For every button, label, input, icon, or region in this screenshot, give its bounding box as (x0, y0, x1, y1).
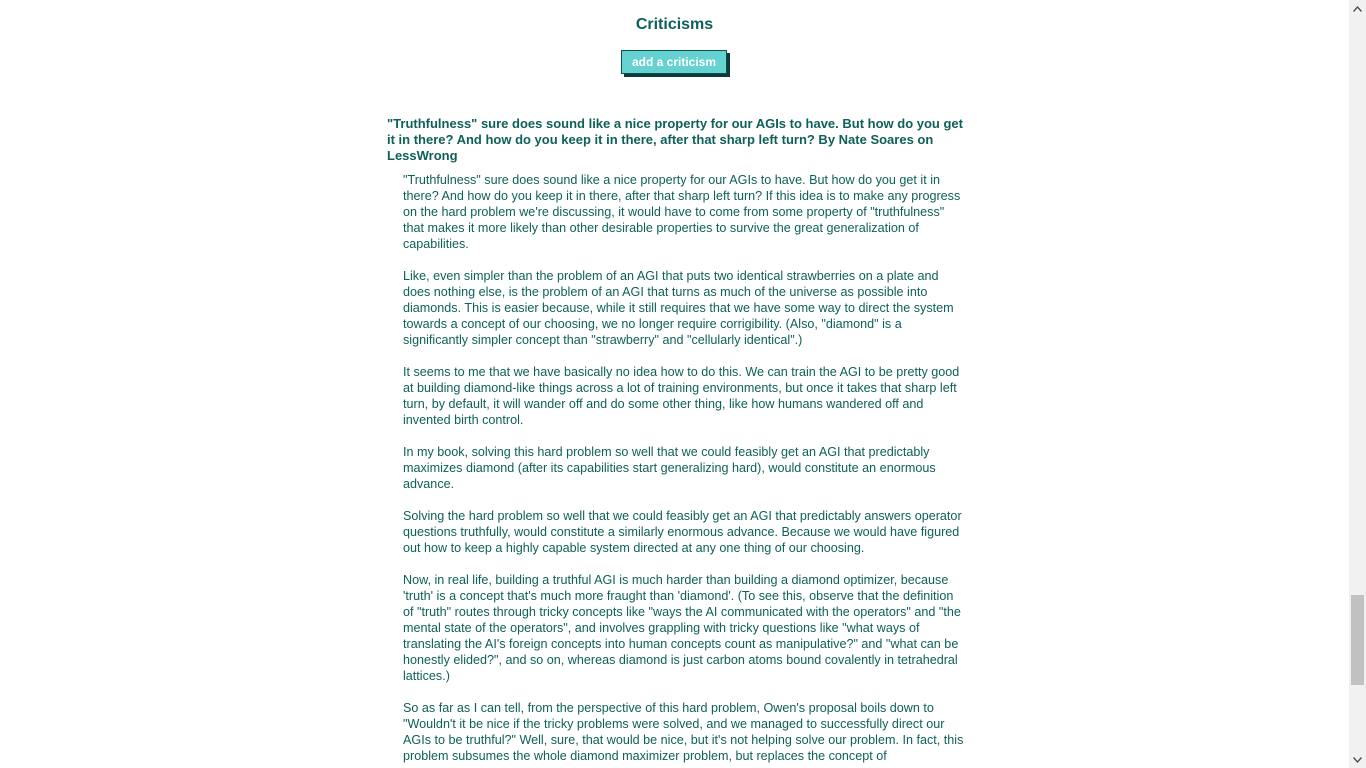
criticism-paragraph: So as far as I can tell, from the perspective of this hard problem, Owen's proposal boils down to "Wouldn't it be nice if the tricky problems were solved, and we managed to successfully direct our AGIs to be truthful?" Well, sure, that would be nice, but it's not helping solve our problem. In fact, this problem subsumes the whole diamond maximizer problem, but replaces the concept of (403, 701, 964, 763)
criticism-heading: "Truthfulness" sure does sound like a nice property for our AGIs to have. But how do you get it in there? And how do you keep it in there, after that sharp left turn? By Nate Soares on LessWrong (387, 116, 963, 163)
scroll-thumb[interactable] (1351, 595, 1364, 685)
vertical-scrollbar[interactable] (1349, 0, 1366, 768)
criticism-item (387, 116, 965, 768)
criticism-paragraph: "Truthfulness" sure does sound like a nice property for our AGIs to have. But how do you get it in there? And how do you keep it in there, after that sharp left turn? If this idea is to make any progress on the hard problem we're discussing, it would have to come from some property of "truthfulness" that makes it more likely than other desirable properties to survive the great generalization of capabilities. (403, 173, 961, 251)
criticism-paragraph: Like, even simpler than the problem of an AGI that puts two identical strawberries on a plate and does nothing else, is the problem of an AGI that turns as much of the universe as possible into diamonds. This is easier because, while it still requires that we have some way to direct the system towards a concept of our choosing, we no longer require corrigibility. (Also, "diamond" is a significantly simpler concept than "strawberry" and "cellularly identical".) (403, 269, 954, 347)
section-title: Criticisms (635, 16, 714, 33)
criticism-paragraph: Now, in real life, building a truthful AGI is much harder than building a diamond optimizer, because 'truth' is a concept that's much more fraught than 'diamond'. (To see this, observe that the definition of "truth" routes through tricky concepts like "ways the AI communicated with the operators" and "the mental state of the operators", and involves grappling with tricky questions like "what ways of translating the AI's foreign concepts into human concepts count as manipulative?" and "what can be honestly elided?", and so on, whereas diamond is just carbon atoms bound covalently in tetrahedral lattices.) (403, 573, 961, 683)
add-criticism-button[interactable]: add a criticism (621, 50, 727, 74)
chevron-up-icon[interactable] (1349, 0, 1366, 17)
chevron-down-icon[interactable] (1349, 751, 1366, 768)
criticism-paragraph: In my book, solving this hard problem so well that we could feasibly get an AGI that predictably maximizes diamond (after its capabilities start generalizing hard), would constitute an enormous advance. (403, 445, 936, 491)
criticism-paragraph: It seems to me that we have basically no idea how to do this. We can train the AGI to be pretty good at building diamond-like things across a lot of training environments, but once it takes that sharp left turn, by default, it will wander off and do some other thing, like how humans wandered off and invented birth control. (403, 365, 960, 427)
criticism-body (387, 172, 965, 764)
criticism-paragraph: Solving the hard problem so well that we could feasibly get an AGI that predictably answers operator questions truthfully, would constitute a similarly enormous advance. Because we would have figured out how to keep a highly capable system directed at any one thing of our choosing. (403, 509, 962, 555)
